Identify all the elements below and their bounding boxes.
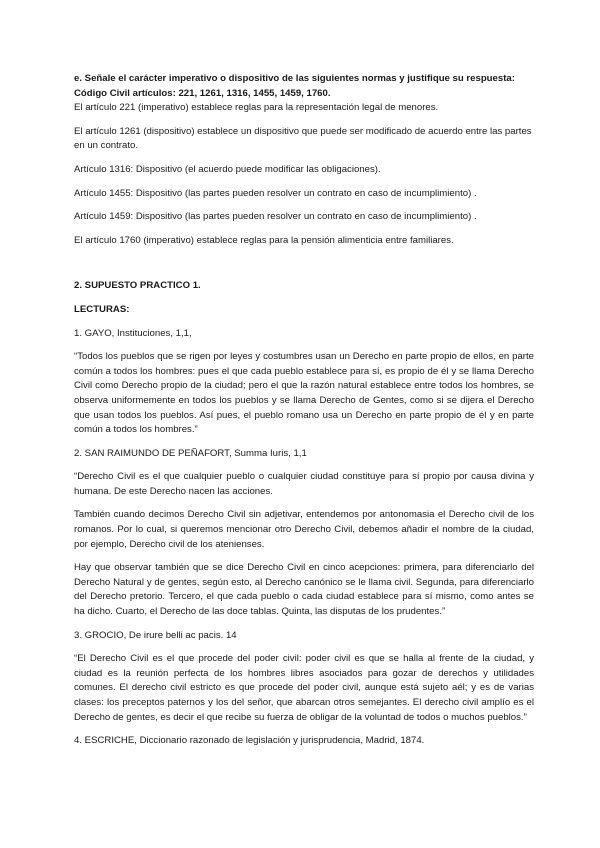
section-e-paragraph: Artículo 1459: Dispositivo (las partes pueden resolver un contrato en caso de incumplimiento) . xyxy=(74,211,477,223)
reading-reference: 4. ESCRICHE, Diccionario razonado de legislación y jurisprudencia, Madrid, 1874. xyxy=(74,735,425,747)
reading-quote: “Todos los pueblos que se rigen por leyes y costumbres usan un Derecho en parte propio de ellos, en parte común a todos los hombres: pues el que cada pueblo establece para sí, es propio de él y se llama Derecho Civil como Derecho propio de la ciudad; pero el que la razón natural establece entre todos los hombres, se observa uniformemente en todos los pueblos y se llama Derecho de Gentes, como si se dijera el Derecho que usan todos los pueblos. Así pues, el pueblo romano usa un Derecho en parte propio de él y en parte común a todos los hombres.” xyxy=(74,351,534,436)
section-e-question: e. Señale el carácter imperativo o dispositivo de las siguientes normas y justifique su respuesta: xyxy=(74,73,515,84)
reading-quote: “Derecho Civil es el que cualquier pueblo o cualquier ciudad constituye para sí propio por causa divina y humana. De este Derecho nacen las acciones. xyxy=(74,471,534,497)
section-e-paragraph: El artículo 1261 (dispositivo) establece un dispositivo que puede ser modificado de acuerdo entre las partes en un contrato. xyxy=(74,125,532,152)
section-e-articles: Código Civil artículos: 221, 1261, 1316, 1455, 1459, 1760. xyxy=(74,87,331,99)
reading-quote: También cuando decimos Derecho Civil sin adjetivar, entendemos por antonomasia el Derecho civil de los romanos. Por lo cual, si queremos mencionar otro Derecho Civil, debemos añadir el nombre de la ciudad, por ejemplo, Derecho civil de los atenienses. xyxy=(74,509,534,550)
section-2-heading: 2. SUPUESTO PRACTICO 1. xyxy=(74,280,201,292)
section-e-paragraph: Artículo 1455: Dispositivo (las partes pueden resolver un contrato en caso de incumplimiento) . xyxy=(74,187,477,199)
reading-reference: 2. SAN RAIMUNDO DE PEÑAFORT, Summa Iuris, 1,1 xyxy=(74,447,307,459)
lecturas-label: LECTURAS: xyxy=(74,303,130,315)
section-e-paragraph: El artículo 221 (imperativo) establece reglas para la representación legal de menores. xyxy=(74,102,439,114)
section-e-header xyxy=(74,72,534,116)
reading-quote: “El Derecho Civil es el que procede del poder civil: poder civil es que se halla al frente de la ciudad, y ciudad es la reunión perfecta de los hombres libres asociados para gozar de derechos y utilidades comunes. El derecho civil estricto es que procede del poder civil, aunque está sujeto aél; y es de varias clases: los preceptos paternos y los del señor, que abarcan otros semejantes. El derecho civil amplío es el Derecho de gentes, es decir el que recibe su fuerza de obligar de la voluntad de todos o muchos pueblos.” xyxy=(74,653,534,723)
document-body xyxy=(74,72,534,758)
section-e-paragraph: Artículo 1316: Dispositivo (el acuerdo puede modificar las obligaciones). xyxy=(74,163,381,175)
reading-reference: 3. GROCIO, De irure belli ac pacis. 14 xyxy=(74,629,237,641)
reading-reference: 1. GAYO, Instituciones, 1,1, xyxy=(74,327,192,339)
section-e-paragraph: El artículo 1760 (imperativo) establece reglas para la pensión alimenticia entre familiares. xyxy=(74,234,454,246)
section-spacer xyxy=(74,257,534,279)
reading-quote: Hay que observar también que se dice Derecho Civil en cinco acepciones: primera, para diferenciarlo del Derecho Natural y de gentes, según esto, al Derecho canónico se le llama civil. Segunda, para diferenciarlo del Derecho pretorio. Tercero, el que cada pueblo o cada ciudad establece para sí mismo, como antes se ha dicho. Cuarto, el Derecho de las doce tablas. Quinta, las disputas de los prudentes.” xyxy=(74,562,534,618)
